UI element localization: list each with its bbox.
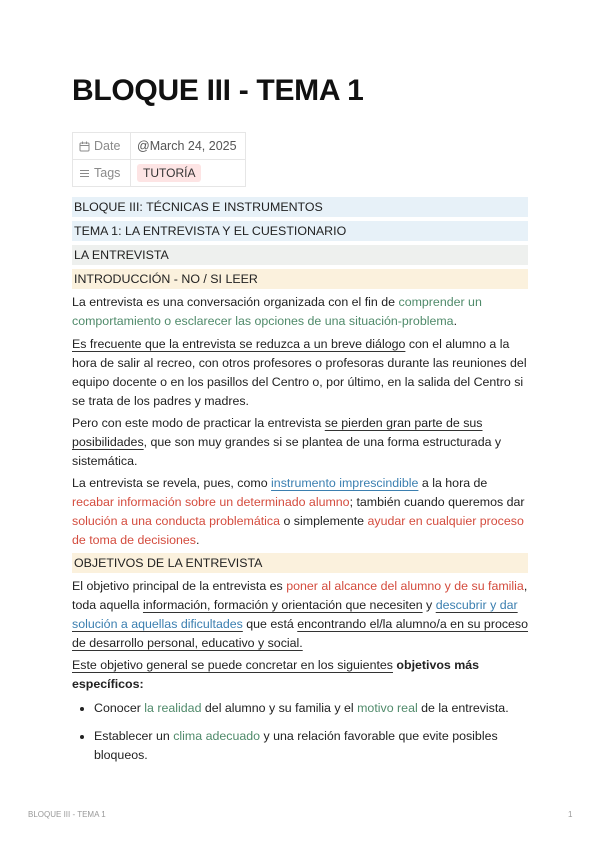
property-key-date: Date (73, 133, 131, 160)
paragraph-2: Es frecuente que la entrevista se reduzca a un breve diálogo con el alumno a la hora de salir al recreo, con otros profesores o profesoras durante las reuniones del equipo docente o en los pasillos del Centro o, por último, en la salida del Centro si se trata de los padres y madres. (72, 337, 527, 408)
paragraph-6: Este objetivo general se puede concretar en los siguientes objetivos más específicos: (72, 658, 480, 691)
paragraph-3: Pero con este modo de practicar la entrevista se pierden gran parte de sus posibilidades, que son muy grandes si se plantea de una forma estructurada y sistemática. (72, 416, 502, 468)
heading-bloque: BLOQUE III: TÉCNICAS E INSTRUMENTOS (72, 197, 528, 217)
paragraph-1: La entrevista es una conversación organizada con el fin de comprender un comportamiento o esclarecer las opciones de una situación-problema. (72, 295, 482, 328)
heading-objetivos: OBJETIVOS DE LA ENTREVISTA (72, 553, 528, 573)
heading-tema: TEMA 1: LA ENTREVISTA Y EL CUESTIONARIO (72, 221, 528, 241)
bullet-list (72, 699, 528, 774)
property-key-tags: Tags (73, 160, 131, 187)
link-instrumento[interactable]: instrumento imprescindible (271, 476, 419, 490)
paragraph-5: El objetivo principal de la entrevista es poner al alcance del alumno y de su familia, toda aquella información, formación y orientación que necesiten y descubrir y dar solución a aquellas dificultades que está encontrando el/la alumno/a en su proceso de desarrollo personal, educativo y social. (72, 579, 529, 650)
list-item: • Establecer un clima adecuado y una relación favorable que evite posibles bloqueos. (94, 727, 528, 765)
heading-intro: INTRODUCCIÓN - NO / SI LEER (72, 269, 528, 289)
heading-entrevista: LA ENTREVISTA (72, 245, 528, 265)
list-item: • Conocer la realidad del alumno y su familia y el motivo real de la entrevista. (94, 699, 528, 718)
calendar-icon (79, 141, 90, 152)
property-row-tags (73, 160, 246, 187)
paragraph-4: La entrevista se revela, pues, como instrumento imprescindible a la hora de recabar información sobre un determinado alumno; también cuando queremos dar solución a una conducta problemática o simplemente ayudar en cualquier proceso de toma de decisiones. (72, 476, 525, 547)
footer-title: BLOQUE III - TEMA 1 (28, 810, 106, 819)
page-title: BLOQUE III - TEMA 1 (72, 74, 364, 107)
tag-badge[interactable]: TUTORÍA (137, 164, 201, 182)
footer-page-number: 1 (568, 810, 573, 819)
property-value-date[interactable]: @March 24, 2025 (131, 133, 246, 160)
list-icon (79, 168, 90, 179)
properties-table (72, 132, 246, 187)
property-row-date (73, 133, 246, 160)
property-value-tags[interactable] (131, 160, 246, 187)
